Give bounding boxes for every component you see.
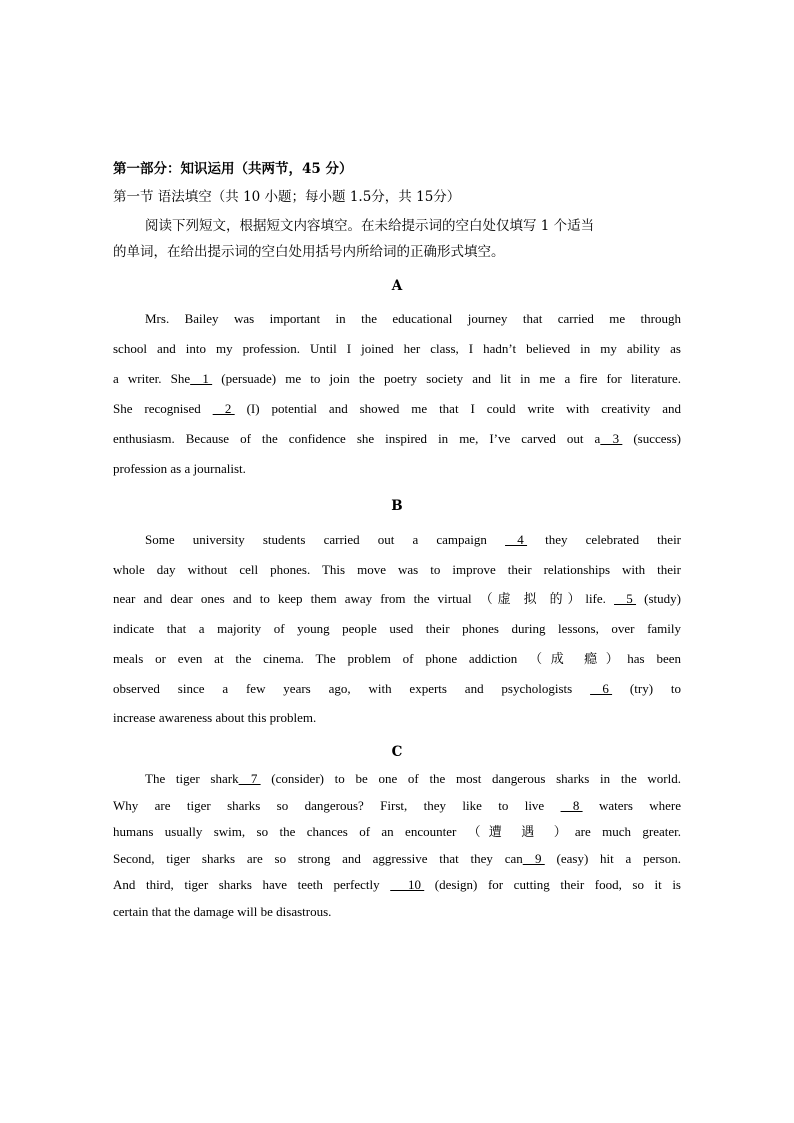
answer-blank[interactable]: 10 bbox=[390, 877, 425, 892]
passage-line bbox=[113, 334, 681, 364]
passage-text: Mrs. Bailey was important in the educational journey that carried me through bbox=[145, 311, 681, 326]
passage-text: whole day without cell phones. This move was to improve their relationships with their bbox=[113, 561, 681, 577]
passage-b bbox=[113, 525, 681, 733]
instructions-line: 阅读下列短文，根据短文内容填空。在未给提示词的空白处仅填写 1 个适当 bbox=[145, 218, 595, 234]
passage-line bbox=[113, 555, 681, 585]
passage-text: Second, tiger sharks are so strong and aggressive that they can bbox=[113, 850, 523, 866]
passage-b-title: B bbox=[391, 498, 403, 514]
passage-line bbox=[113, 793, 681, 820]
passage-text: school and into my profession. Until I joined her class, I hadn’t believed in my ability as bbox=[113, 341, 681, 356]
passage-line bbox=[113, 899, 681, 926]
passage-text: (success) bbox=[622, 431, 681, 446]
passage-text: (design) for cutting their food, so it is bbox=[424, 877, 681, 892]
answer-blank[interactable]: 5 bbox=[614, 591, 637, 607]
answer-blank[interactable]: 7 bbox=[238, 771, 261, 786]
passage-text: Some university students carried out a campaign bbox=[145, 532, 506, 547]
instructions bbox=[113, 213, 681, 265]
passage-line bbox=[113, 614, 681, 644]
passage-line bbox=[113, 703, 681, 733]
passage-line bbox=[113, 304, 681, 334]
passage-text: (I) potential and showed me that I could write with creativity and bbox=[234, 401, 682, 416]
passage-line bbox=[113, 674, 681, 704]
passage-a-title: A bbox=[391, 278, 403, 294]
passage-text: meals or even at the cinema. The problem of phone addiction （成 瘾）has been bbox=[113, 650, 681, 666]
passage-line bbox=[113, 819, 681, 846]
passage-line bbox=[113, 766, 681, 793]
passage-text: near and dear ones and to keep them away from the virtual （虚 拟 的）life. bbox=[113, 591, 615, 607]
passage-text: certain that the damage will be disastrous. bbox=[113, 903, 332, 919]
passage-text: She recognised bbox=[113, 401, 213, 416]
answer-blank[interactable]: 6 bbox=[590, 680, 613, 696]
passage-text: observed since a few years ago, with experts and psychologists bbox=[113, 680, 591, 696]
passage-text: enthusiasm. Because of the confidence she inspired in me, I’ve carved out a bbox=[113, 431, 601, 446]
passage-line bbox=[113, 644, 681, 674]
passage-a bbox=[113, 304, 681, 484]
passage-text: (persuade) me to join the poetry society and lit in me a fire for literature. bbox=[212, 371, 681, 386]
passage-line bbox=[113, 872, 681, 899]
passage-text: a writer. She bbox=[113, 371, 191, 386]
instructions-line: 的单词，在给出提示词的空白处用括号内所给词的正确形式填空。 bbox=[113, 244, 505, 260]
passage-text: profession as a journalist. bbox=[113, 461, 246, 476]
passage-line bbox=[113, 525, 681, 555]
passage-line bbox=[113, 846, 681, 873]
passage-line bbox=[113, 454, 681, 484]
answer-blank[interactable]: 2 bbox=[212, 401, 235, 416]
passage-text: they celebrated their bbox=[527, 532, 682, 547]
answer-blank[interactable]: 1 bbox=[190, 371, 213, 386]
passage-line bbox=[113, 584, 681, 614]
passage-text: increase awareness about this problem. bbox=[113, 710, 317, 726]
answer-blank[interactable]: 8 bbox=[560, 797, 583, 813]
passage-text: (try) to bbox=[612, 680, 681, 696]
passage-text: Why are tiger sharks so dangerous? First, they like to live bbox=[113, 797, 561, 813]
part-heading: 第一部分：知识运用（共两节，45 分） bbox=[113, 161, 353, 177]
passage-c bbox=[113, 766, 681, 925]
passage-line bbox=[113, 424, 681, 454]
passage-line bbox=[113, 364, 681, 394]
passage-text: The tiger shark bbox=[145, 771, 239, 786]
answer-blank[interactable]: 9 bbox=[522, 850, 545, 866]
passage-text: (study) bbox=[636, 591, 681, 607]
passage-text: humans usually swim, so the chances of an encounter （遭 遇 ）are much greater. bbox=[113, 824, 681, 839]
passage-text: (consider) to be one of the most dangerous sharks in the world. bbox=[260, 771, 681, 786]
section-heading: 第一节 语法填空（共 10 小题；每小题 1.5分，共 15分） bbox=[113, 189, 461, 205]
passage-line bbox=[113, 394, 681, 424]
passage-c-title: C bbox=[391, 744, 403, 760]
passage-text: And third, tiger sharks have teeth perfectly bbox=[113, 877, 391, 892]
answer-blank[interactable]: 4 bbox=[505, 532, 528, 547]
passage-text: indicate that a majority of young people used their phones during lessons, over family bbox=[113, 621, 681, 637]
passage-text: waters where bbox=[582, 797, 682, 813]
passage-text: (easy) hit a person. bbox=[544, 850, 681, 866]
answer-blank[interactable]: 3 bbox=[600, 431, 623, 446]
